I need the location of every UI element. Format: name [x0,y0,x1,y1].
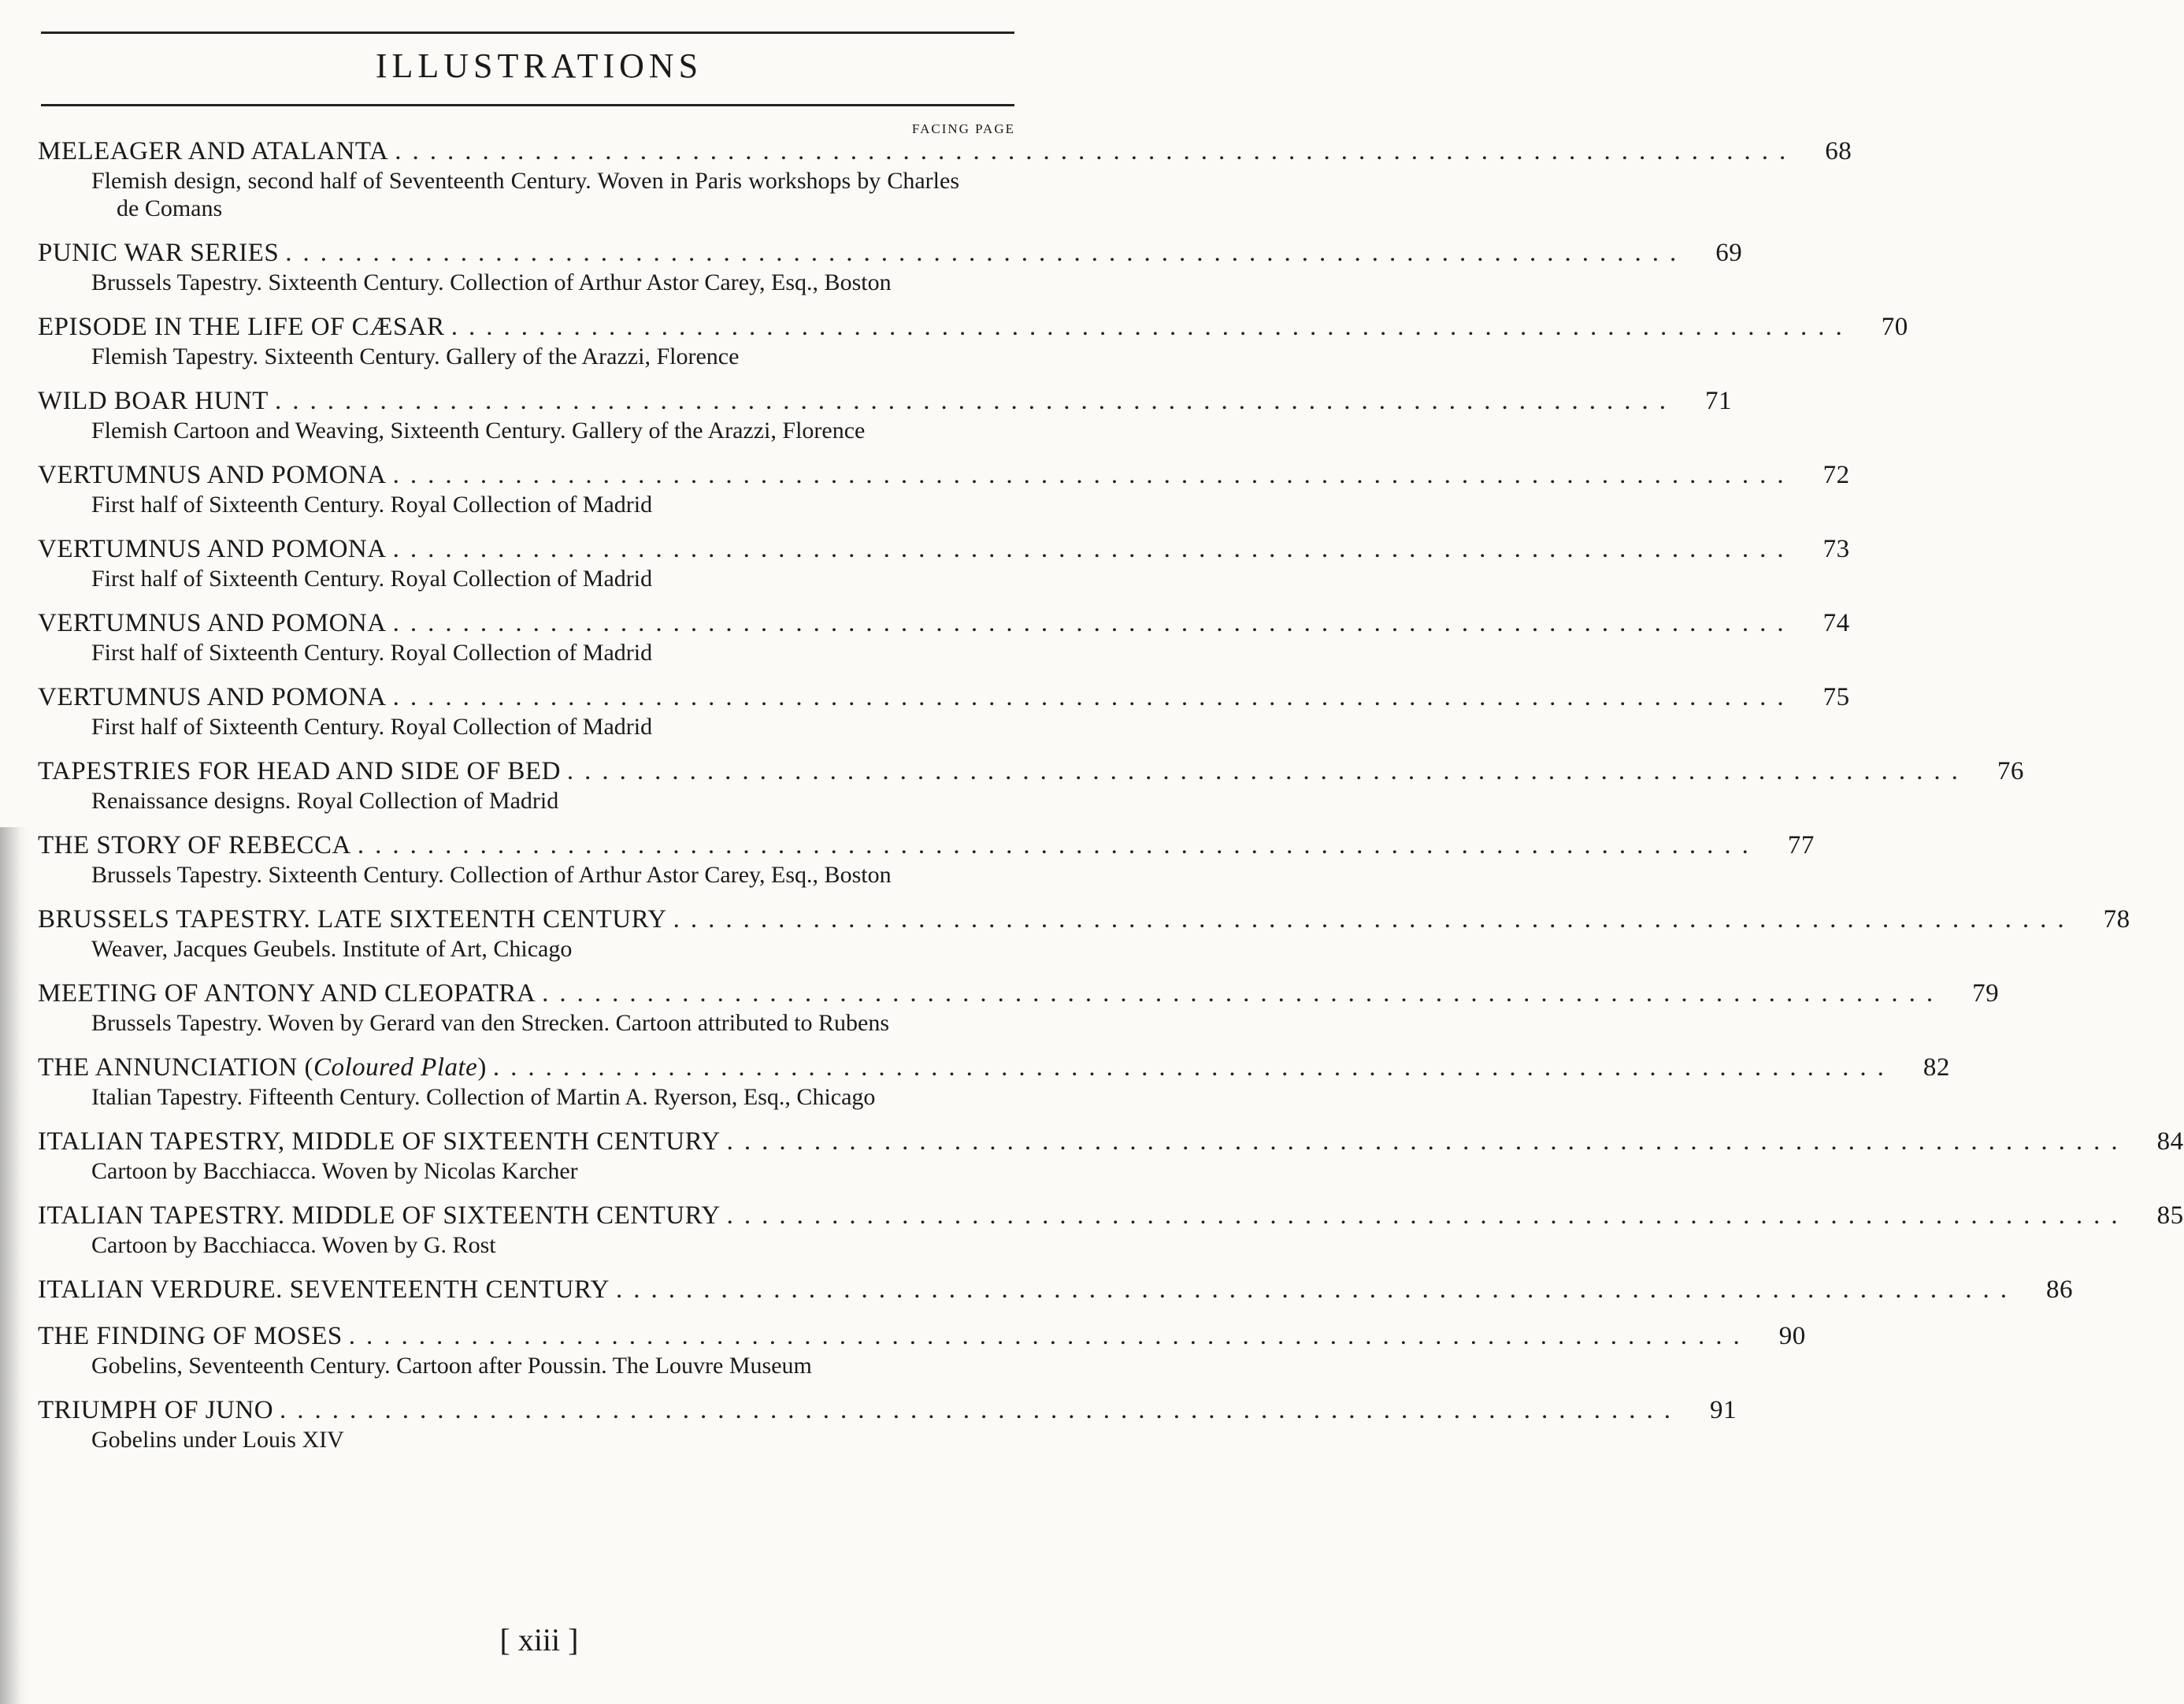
folio: [ xiii ] [499,1622,579,1658]
entry-title-text: THE FINDING OF MOSES [38,1322,343,1350]
dot-leader: ................................................................................ [285,239,1688,267]
entry-title [38,311,445,343]
entry-page-number: 75 [1822,683,1850,711]
dot-leader: ................................................................................ [492,1053,1895,1082]
entry-page-number: 90 [1778,1322,1806,1350]
entry-title [38,755,561,787]
entry-page-number: 71 [1704,387,1732,415]
entry-page-number: 76 [1997,757,2024,785]
entry-description: Flemish Tapestry. Sixteenth Century. Gallery of the Arazzi, Florence [91,343,740,369]
dot-leader: ................................................................................ [280,1396,1682,1424]
list-item [38,830,1815,889]
entry-title-text: TAPESTRIES FOR HEAD AND SIDE OF BED [38,757,561,785]
entry-heading [38,385,1732,417]
entry-description: Weaver, Jacques Geubels. Institute of Art, Chicago [91,936,573,962]
entry-page-number: 78 [2103,905,2130,934]
entry-heading [38,1126,2184,1157]
entry-heading [38,830,1815,861]
entry-description: Cartoon by Bacchiacca. Woven by G. Rost [91,1232,496,1258]
entry-title-text: ITALIAN TAPESTRY, MIDDLE OF SIXTEENTH CENTURY [38,1127,721,1156]
entry-heading [38,459,1850,491]
dot-leader: ................................................................................ [726,1127,2129,1156]
dot-leader: ................................................................................ [542,979,1945,1008]
entry-title-text: EPISODE IN THE LIFE OF CÆSAR [38,313,445,341]
entry-heading [38,755,2024,787]
entry-title [38,607,387,639]
entry-description: Renaissance designs. Royal Collection of Madrid [91,788,559,814]
entry-heading [38,1052,1950,1083]
entry-title [38,681,387,713]
entry-heading [38,681,1850,713]
entry-title [38,533,387,565]
entry-title-text: MEETING OF ANTONY AND CLEOPATRA [38,979,536,1008]
entry-title [38,1394,273,1426]
dot-leader: ................................................................................ [357,831,1759,859]
entry-description: Brussels Tapestry. Sixteenth Century. Collection of Arthur Astor Carey, Esq., Boston [91,862,892,888]
dot-leader: ................................................................................ [616,1275,2019,1304]
entry-heading [38,978,2000,1009]
list-item [38,1126,2184,1185]
entry-title-text: WILD BOAR HUNT [38,387,269,415]
entry-title [38,1126,721,1157]
facing-page-label: FACING PAGE [911,121,1015,136]
list-item [38,237,1743,296]
entry-heading [38,1200,2184,1231]
dot-leader: ................................................................................ [274,387,1677,415]
entry-heading [38,136,1852,167]
entry-page-number: 74 [1822,609,1850,637]
list-item [38,311,1908,370]
entry-title-italic: Coloured Plate [313,1053,478,1082]
entry-page-number: 72 [1822,461,1850,489]
list-item [38,533,1850,592]
entry-heading [38,237,1743,269]
entry-page-number: 69 [1715,239,1743,267]
entry-title [38,978,536,1009]
entry-title [38,1320,343,1352]
entry-description: First half of Sixteenth Century. Royal Collection of Madrid [91,492,653,518]
dot-leader: ................................................................................ [726,1201,2129,1230]
list-item [38,136,1852,222]
entry-page-number: 91 [1710,1396,1737,1424]
entry-description: Italian Tapestry. Fifteenth Century. Collection of Martin A. Ryerson, Esq., Chicago [91,1084,876,1110]
list-item [38,607,1850,666]
entry-title-text: BRUSSELS TAPESTRY. LATE SIXTEENTH CENTURY [38,905,667,934]
illustrations-list [38,136,2184,1468]
entry-description: Flemish Cartoon and Weaving, Sixteenth Century. Gallery of the Arazzi, Florence [91,418,866,444]
list-item [38,459,1850,518]
page-edge-shadow [0,827,30,1704]
entry-title-text: VERTUMNUS AND POMONA [38,609,387,637]
list-item [38,1320,1806,1379]
entry-page-number: 70 [1881,313,1908,341]
dot-leader: ................................................................................ [348,1322,1751,1350]
entry-page-number: 82 [1923,1053,1950,1082]
entry-description: First half of Sixteenth Century. Royal Collection of Madrid [91,714,653,740]
entry-heading [38,1274,2074,1305]
entry-heading [38,533,1850,565]
entry-title [38,1052,487,1083]
entry-description: Brussels Tapestry. Woven by Gerard van den Strecken. Cartoon attributed to Rubens [91,1010,890,1036]
entry-title-suffix: ) [477,1053,487,1082]
entry-title [38,237,279,269]
entry-title [38,385,269,417]
dot-leader: ................................................................................ [392,535,1795,563]
entry-heading [38,1394,1737,1426]
list-item [38,681,1850,741]
dot-leader: ................................................................................ [395,137,1797,165]
entry-title-text: MELEAGER AND ATALANTA [38,137,389,165]
entry-title-text: THE ANNUNCIATION ( [38,1053,313,1082]
dot-leader: ................................................................................ [451,313,1853,341]
entry-title-text: TRIUMPH OF JUNO [38,1396,274,1424]
entry-description: First half of Sixteenth Century. Royal Collection of Madrid [91,640,653,666]
dot-leader: ................................................................................ [392,609,1795,637]
entry-title-text: VERTUMNUS AND POMONA [38,461,387,489]
entry-title [38,904,667,935]
title-rule [41,104,1014,106]
entry-page-number: 86 [2046,1275,2074,1304]
entry-title-text: PUNIC WAR SERIES [38,239,280,267]
entry-description: Flemish design, second half of Seventeenth Century. Woven in Paris workshops by Charles de Comans [91,168,959,221]
entry-description: Gobelins, Seventeenth Century. Cartoon after Poussin. The Louvre Museum [91,1353,812,1379]
list-item [38,1274,2074,1305]
entry-heading [38,311,1908,343]
entry-page-number: 77 [1787,831,1815,859]
list-item [38,904,2130,963]
entry-title-text: ITALIAN VERDURE. SEVENTEENTH CENTURY [38,1275,610,1304]
entry-description: Gobelins under Louis XIV [91,1427,344,1453]
list-item [38,1052,1950,1111]
page-title: ILLUSTRATIONS [375,46,703,85]
dot-leader: ................................................................................ [566,757,1969,785]
dot-leader: ................................................................................ [392,683,1795,711]
entry-heading [38,607,1850,639]
list-item [38,755,2024,815]
list-item [38,385,1732,444]
entry-title-text: ITALIAN TAPESTRY. MIDDLE OF SIXTEENTH CENTURY [38,1201,721,1230]
entry-page-number: 68 [1825,137,1852,165]
entry-page-number: 84 [2156,1127,2184,1156]
entry-description: Brussels Tapestry. Sixteenth Century. Collection of Arthur Astor Carey, Esq., Boston [91,269,892,295]
entry-title [38,1274,610,1305]
entry-heading [38,904,2130,935]
entry-title-text: VERTUMNUS AND POMONA [38,535,387,563]
entry-title [38,136,388,167]
dot-leader: ................................................................................ [392,461,1795,489]
entry-title [38,459,387,491]
entry-description: First half of Sixteenth Century. Royal Collection of Madrid [91,566,653,592]
list-item [38,978,2000,1037]
entry-title [38,1200,721,1231]
entry-page-number: 85 [2156,1201,2184,1230]
entry-page-number: 79 [1972,979,2000,1008]
entry-title-text: THE STORY OF REBECCA [38,831,351,859]
list-item [38,1394,1737,1453]
entry-title-text: VERTUMNUS AND POMONA [38,683,387,711]
entry-page-number: 73 [1822,535,1850,563]
top-rule [41,32,1014,34]
entry-description: Cartoon by Bacchiacca. Woven by Nicolas Karcher [91,1158,578,1184]
entry-title [38,830,351,861]
dot-leader: ................................................................................ [673,905,2075,934]
list-item [38,1200,2184,1259]
entry-heading [38,1320,1806,1352]
